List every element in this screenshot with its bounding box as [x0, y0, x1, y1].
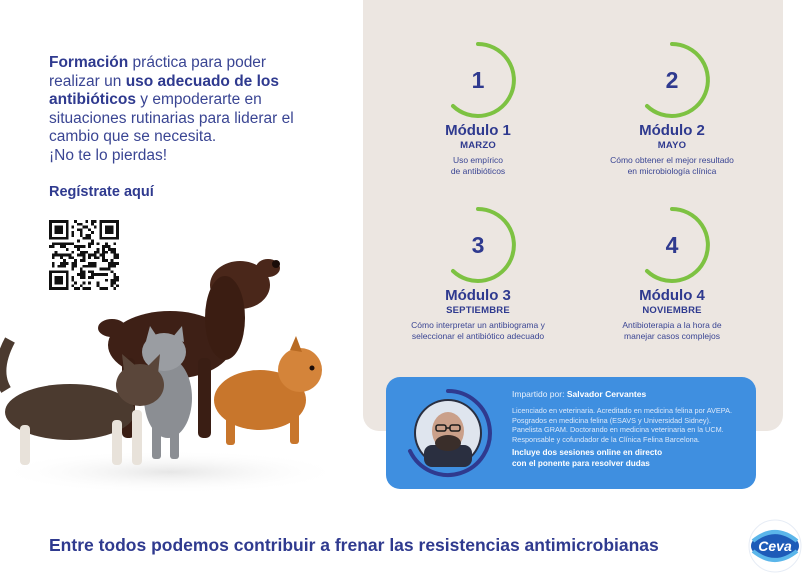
module-month: SEPTIEMBRE — [446, 305, 510, 316]
intro-text-1: práctica para poder realizar un — [49, 54, 267, 90]
module-description — [572, 320, 772, 342]
module-month: NOVIEMBRE — [642, 305, 702, 316]
module-title: Módulo 4 — [639, 287, 705, 304]
register-link[interactable]: Regístrate aquí — [49, 184, 154, 200]
speaker-label: Impartido por: — [512, 389, 567, 399]
module-number: 4 — [665, 232, 679, 258]
module-card — [378, 40, 578, 177]
module-description-line-2: seleccionar el antibiótico adecuado — [411, 331, 545, 341]
intro-text-3: ¡No te lo pierdas! — [49, 146, 168, 164]
speaker-avatar — [402, 387, 494, 479]
module-number: 1 — [471, 67, 485, 93]
speaker-name: Salvador Cervantes — [566, 389, 647, 399]
module-description — [378, 155, 578, 177]
pets-illustration — [0, 240, 340, 505]
module-card — [572, 205, 772, 342]
module-description — [572, 155, 772, 177]
module-number: 3 — [471, 232, 485, 258]
intro-bold-1: Formación — [49, 54, 129, 71]
module-month: MARZO — [460, 140, 496, 151]
module-ring — [438, 205, 518, 285]
speaker-sessions-note — [512, 448, 742, 469]
speaker-sessions-line-1: Incluye dos sesiones online en directo — [512, 448, 663, 457]
module-ring — [438, 40, 518, 120]
module-title: Módulo 1 — [445, 122, 511, 139]
speaker-card — [386, 377, 756, 489]
logo-text: Ceva — [758, 538, 792, 554]
module-description-line-1: Cómo obtener el mejor resultado — [610, 155, 734, 165]
module-description-line-2: manejar casos complejos — [624, 331, 720, 341]
module-description-line-2: de antibióticos — [450, 166, 506, 176]
module-description — [378, 320, 578, 342]
speaker-sessions-line-2: con el ponente para resolver dudas — [512, 458, 650, 468]
module-description-line-1: Cómo interpretar un antibiograma y — [411, 320, 545, 330]
intro-bold-2: uso adecuado de los antibióticos — [49, 72, 279, 108]
module-card — [572, 40, 772, 177]
intro-text — [49, 54, 319, 165]
speaker-header — [512, 389, 742, 399]
module-description-line-1: Uso empírico — [452, 155, 504, 165]
ceva-logo — [748, 519, 802, 573]
module-month: MAYO — [657, 140, 687, 151]
module-ring — [632, 205, 712, 285]
intro-text-2: y empoderarte en situaciones rutinarias para liderar el cambio que se necesita. — [49, 91, 294, 145]
module-title: Módulo 2 — [639, 122, 705, 139]
module-ring — [632, 40, 712, 120]
module-title: Módulo 3 — [445, 287, 511, 304]
module-description-line-1: Antibioterapia a la hora de — [622, 320, 722, 330]
footer-slogan: Entre todos podemos contribuir a frenar las resistencias antimicrobianas — [49, 535, 659, 555]
module-card — [378, 205, 578, 342]
module-description-line-2: en microbiología clínica — [627, 166, 717, 176]
speaker-bio: Licenciado en veterinaria. Acreditado en medicina felina por AVEPA. Posgrados en medicina felina (ESAVS y Universidad Sidney). Panelista GRAM. Doctorando en medicina veterinaria en la UCM. Responsable y cofundador de la Clínica Felina Barcelona. — [512, 406, 732, 444]
module-number: 2 — [665, 67, 679, 93]
